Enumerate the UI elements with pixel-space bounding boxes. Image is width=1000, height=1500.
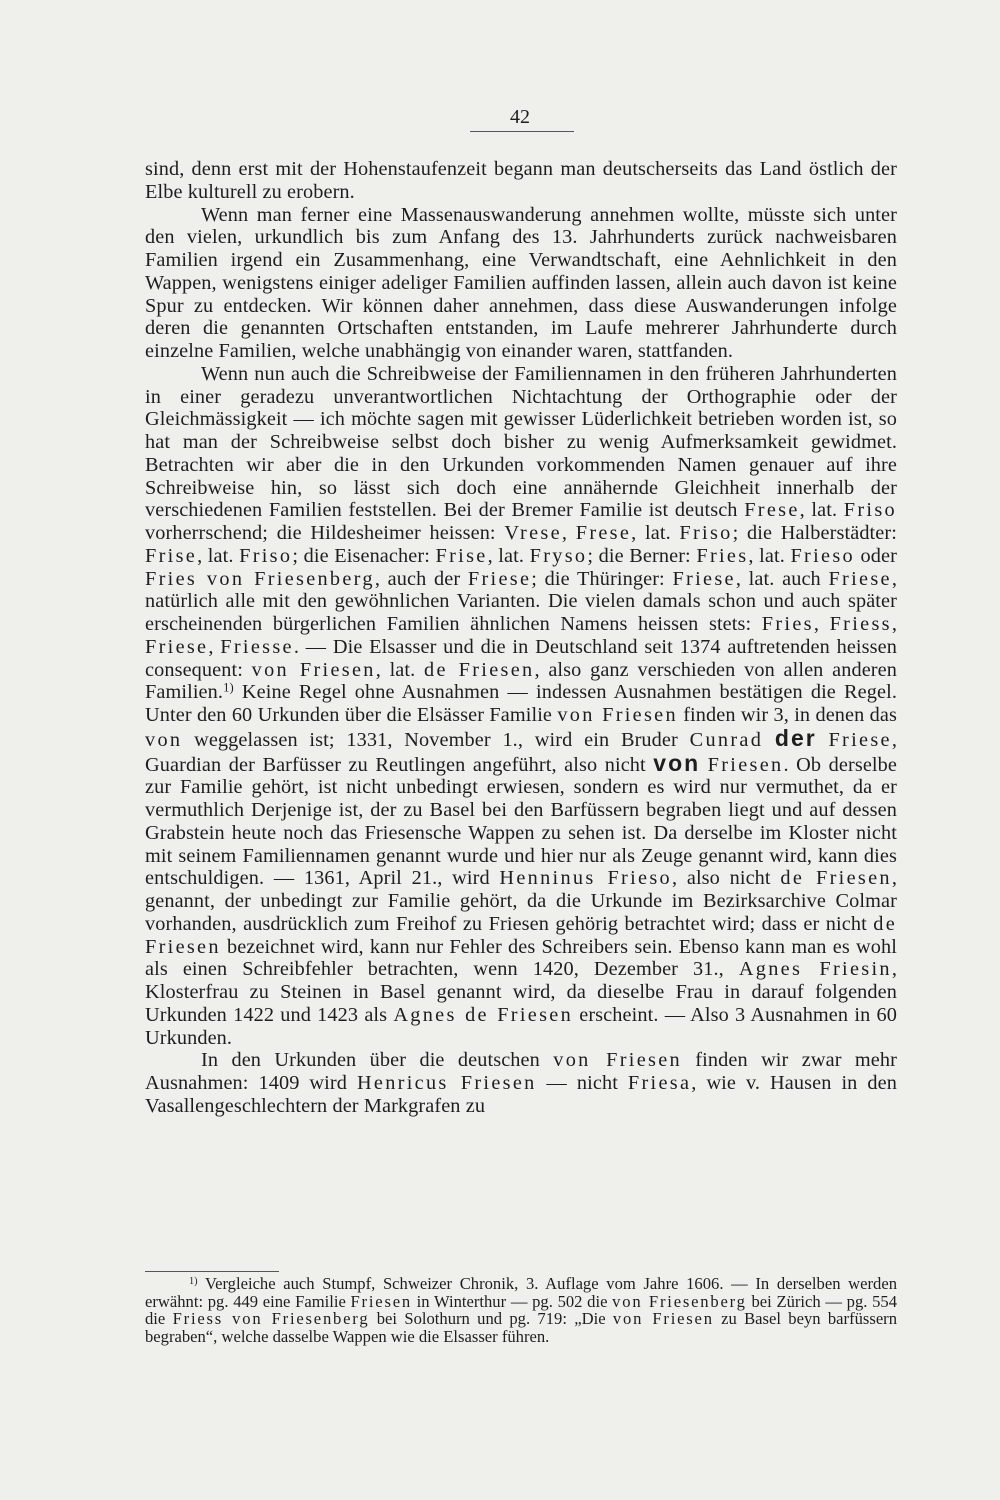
text-run: Frese [575,522,632,544]
text-run: , [891,613,898,635]
text-run: der [774,724,817,751]
text-run: vorherrschend; die Hildesheimer heissen: [145,522,505,544]
text-run: , lat. [799,499,844,522]
text-run: Henricus Friesen [356,1072,537,1094]
text-run: , natürlich alle mit den gewöhnlichen Varianten. Die vielen damals schon und auch später erscheinenden bürgerlichen Familien ähnlichen Namens heissen stets: [145,567,898,635]
text-run: — nicht [536,1072,628,1094]
body-text [145,158,897,1118]
footnote-run: bei Zürich — pg. 554 die [145,1291,898,1328]
text-run: Friso [843,499,897,522]
text-run: Henninus Frieso [499,867,672,890]
text-run: sind, denn erst mit der Hohenstaufenzeit begann man deutscherseits das Land östlich der Elbe kulturell zu erobern. [145,158,897,203]
text-run: In den Urkunden über die deutschen [201,1049,554,1072]
footnote-run: von Friesenberg [612,1291,747,1311]
text-run: , lat. [375,658,424,681]
text-run: , lat. [748,544,791,567]
text-run: Fries [696,544,749,567]
text-run: Wenn nun auch die Schreibweise der Familiennamen in den früheren Jahrhunderten in einer geradezu unverantwortlichen Nichtachtung der Orthographie oder der Gleichmässigkeit — ich möchte sagen mit gewisser Lüderlichkeit betrieben worden ist, so hat man der Schreibweise selbst doch bisher zu wenig Aufmerksamkeit gewidmet. Betrachten wir aber die in den Urkunden vorkommenden Namen genauer auf ihre Schreibweise hin, so lässt sich doch eine annähernde Gleichheit innerhalb der verschiedenen Familien feststellen. Bei der Bremer Familie ist deutsch [145,362,897,522]
paragraph-1 [145,158,897,204]
text-run: Friese [145,635,209,658]
text-run: Friess [829,613,892,635]
text-run: , Klosterfrau zu Steinen in Basel genannt wird, da dieselbe Frau in darauf folgenden Urkunden 1422 und 1423 als [145,958,897,1026]
text-run: bezeichnet wird, kann nur Fehler des Schreibers sein. Ebenso kann man es wohl als einen Schreibfehler betrachten, wenn 1420, Dezember 31., [145,935,897,981]
footnote-run: zu Basel beyn barfüssern begraben“, welche dasselbe Wappen wie die Elsasser führen. [145,1309,898,1346]
text-run: Friese [467,567,532,590]
text-run: , lat. [487,544,530,567]
text-run [700,754,708,776]
footnote-rule [145,1271,279,1272]
text-run: de Friesen [424,658,535,681]
paragraph-4 [145,1049,897,1117]
paragraph-2 [145,204,897,363]
footnote-run: in Winterthur — pg. 502 die [411,1291,613,1311]
text-run: , also nicht [671,867,781,890]
text-run [763,729,775,751]
page-number: 42 [510,106,530,128]
text-run: . — Die Elsasser und die in Deutschland seit 1374 auftretenden heissen consequent: [145,635,897,681]
text-run: ; die Thüringer: [531,567,673,590]
text-run [817,729,829,751]
footnote-1 [145,1275,897,1345]
text-run: von Friesen [557,704,678,726]
text-run: Friso [679,522,733,544]
text-run: Friesa [627,1072,692,1094]
footnote-run: Friesen [350,1291,412,1311]
paragraph-3 [145,363,897,1050]
text-run: von [145,728,183,751]
text-run: . Ob derselbe zur Familie gehört, ist nicht unbedingt erwiesen, sondern es wird nur vermuthet, da er vermuthlich Derjenige ist, der zu Basel bei den Barfüssern begraben liegt und auf dessen Grabstein heute noch das Friesensche Wappen zu sehen ist. Da derselbe im Kloster nicht mit seinem Familiennamen genannt wurde und hier nur als Zeuge genannt wird, kann dies entschuldigen. — 1361, April 21., wird [145,753,897,890]
text-run: Frise [145,544,198,567]
text-run: Friso [239,544,293,567]
text-run: , [813,613,830,635]
text-run: , [208,635,221,658]
text-run: de Friesen [780,867,892,890]
text-run: Wenn man ferner eine Massenauswanderung annehmen wollte, müsste sich unter den vielen, urkundlich bis zum Anfang des 13. Jahrhunderts zurück nachweisbaren Familien irgend ein Zusammenhang, eine Verwandtschaft, eine Aehnlichkeit in den Wappen, wenigstens einiger adeliger Familien auffinden lassen, allein auch davon ist keine Spur zu entdecken. Wir können daher annehmen, dass diese Auswanderungen infolge deren die genannten Ortschaften entstanden, im Laufe mehrerer Jahrhunderte durch einzelne Familien, welche unabhängig von einander waren, stattfanden. [145,203,897,362]
text-run: , also ganz verschieden von allen anderen Familien. [145,658,897,704]
text-run: Frieso [790,544,855,567]
text-run: Fryso [529,544,588,567]
text-run: von Friesen [251,658,376,681]
text-run: , auch der [374,567,468,590]
text-run: finden wir 3, in denen das [677,704,897,726]
text-run: Friese [828,728,892,751]
text-run: , Guardian der Barfüsser zu Reutlingen angeführt, also nicht [145,728,898,776]
text-run: ; die Berner: [587,544,697,567]
text-run: de Friesen [145,912,897,958]
text-run: erscheint. — Also 3 Ausnahmen in 60 Urkunden. [145,1003,897,1049]
text-run: Friesse [220,635,294,658]
text-run: Fries [761,613,814,635]
text-run: Cunrad [689,728,764,751]
text-run: Frese [744,499,800,522]
text-run: , lat. auch [735,567,829,590]
text-run: weggelassen ist; 1331, November 1., wird ein Bruder [182,728,690,751]
text-run: Vrese [504,522,562,544]
text-run: ; die Halberstädter: [732,522,897,544]
footnote-run: 1) [189,1275,198,1287]
text-run: , lat. [197,544,240,567]
text-run: Friese [672,567,736,590]
text-run: , wie v. Hausen in den Vasallengeschlechtern der Markgrafen zu [145,1072,897,1117]
text-run: Friesen [707,753,784,776]
text-run: , genannt, der unbedingt zur Familie gehört, da die Urkunde im Bezirksarchive Colmar vorhanden, ausdrücklich zum Freihof zu Friesen gehörig betrachtet wird; dass er nicht [145,867,897,935]
text-run: finden wir zwar mehr Ausnahmen: 1409 wird [145,1049,897,1094]
text-run: Keine Regel ohne Ausnahmen — indessen Ausnahmen bestätigen die Regel. Unter den 60 Urkunden über die Elsässer Familie [145,681,897,726]
text-run: , [561,522,576,544]
text-run: Agnes de Friesen [393,1003,574,1026]
header-rule [470,131,574,132]
text-run: Agnes Friesin [738,958,892,981]
text-run: ; die Eisenacher: [292,544,436,567]
text-run: Friese [828,567,892,590]
text-run: Frise [435,544,488,567]
footnote-run: von Friesen [612,1309,714,1328]
text-run: Fries von Friesenberg [145,567,375,590]
footnote-run: Vergleiche auch Stumpf, Schweizer Chronik, 3. Auflage vom Jahre 1606. — In derselben werden erwähnt: pg. 449 eine Familie [145,1274,897,1311]
footnote-run: bei Solothurn und pg. 719: „Die [369,1309,613,1328]
text-run: von [653,749,701,776]
text-run: 1) [223,680,234,695]
footnote-run: Friess von Friesenberg [172,1309,370,1328]
text-run: oder [854,544,897,567]
footnote [145,1275,897,1345]
text-run: , lat. [631,522,680,544]
text-run: von Friesen [553,1049,682,1072]
